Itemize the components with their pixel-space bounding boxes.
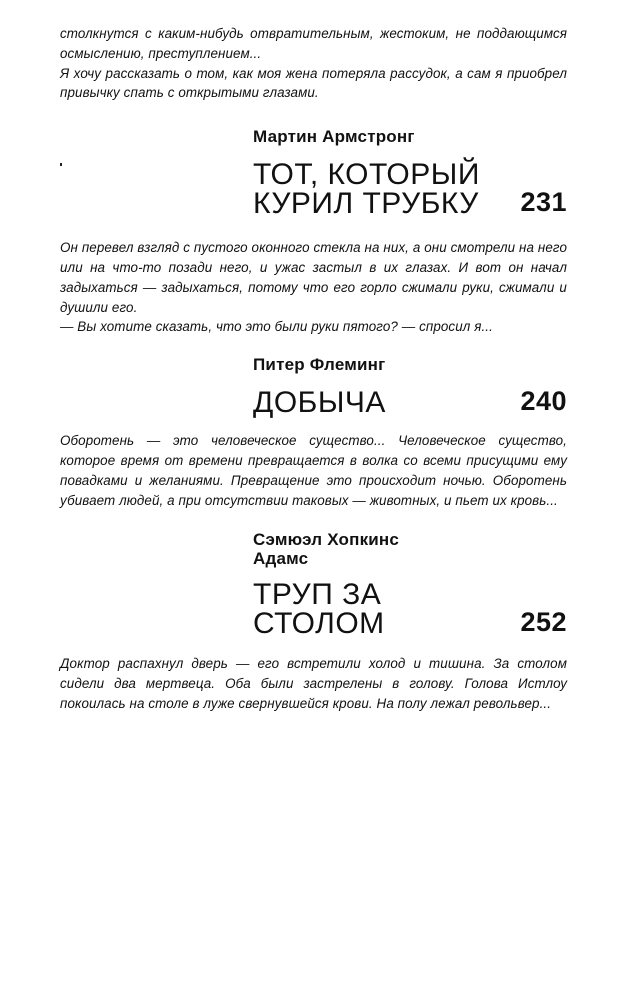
intro-blurb	[60, 24, 567, 103]
entry-page-number: 240	[520, 386, 567, 417]
blurb-paragraph: Доктор распахнул дверь — его встретили холод и тишина. За столом сидели два мертвеца. Оба были застрелены в голову. Голова Истлоу покоилась на столе в луже свернувшейся крови. На полу лежал револьвер...	[60, 656, 567, 711]
entry-blurb	[60, 654, 567, 713]
scan-speck	[60, 163, 62, 166]
blurb-paragraph: — Вы хотите сказать, что это были руки пятого? — спросил я...	[60, 319, 493, 335]
entry-author-line: Адамс	[253, 549, 309, 569]
entry-title	[253, 158, 567, 221]
entry-title-line: ДОБЫЧА	[253, 386, 386, 420]
blurb-paragraph: столкнутся с каким-нибудь отвратительным, жестоким, не поддающимся осмыслению, преступлением...	[60, 26, 567, 61]
toc-entry-fleming	[60, 355, 567, 420]
entry-title-line: ТРУП ЗА	[253, 578, 382, 612]
entry-title-line: КУРИЛ ТРУБКУ	[253, 187, 479, 221]
blurb-paragraph: Я хочу рассказать о том, как моя жена потеряла рассудок, а сам я приобрел привычку спать с открытыми глазами.	[60, 65, 567, 101]
entry-title-line: ТОТ, КОТОРЫЙ	[253, 158, 480, 192]
entry-title	[253, 386, 567, 420]
entry-title	[253, 578, 567, 641]
entry-page-number: 231	[520, 187, 567, 218]
entry-author: Питер Флеминг	[253, 355, 386, 375]
entry-blurb	[60, 431, 567, 510]
entry-author: Мартин Армстронг	[253, 127, 415, 147]
toc-entry-adams	[60, 530, 567, 641]
entry-page-number: 252	[520, 607, 567, 638]
entry-author	[253, 530, 567, 568]
toc-entry-armstrong	[60, 127, 567, 221]
entry-blurb	[60, 238, 567, 337]
blurb-paragraph: Оборотень — это человеческое существо... Человеческое существо, которое время от времени превращается в волка со всеми присущими ему повадками и желаниями. Превращение это происходит ночью. Оборотень убивает людей, а при отсутствии таковых — животных, и пьет их кровь...	[60, 433, 567, 508]
blurb-paragraph: Он перевел взгляд с пустого оконного стекла на них, а они смотрели на него или на что-то позади него, и ужас застыл в их глазах. И вот он начал задыхаться — задыхаться, потому что его горло сжимали руки, сжимали и душили его.	[60, 240, 567, 315]
entry-author-line: Сэмюэл Хопкинс	[253, 530, 400, 550]
table-of-contents-page	[60, 24, 567, 714]
entry-title-line: СТОЛОМ	[253, 607, 385, 641]
